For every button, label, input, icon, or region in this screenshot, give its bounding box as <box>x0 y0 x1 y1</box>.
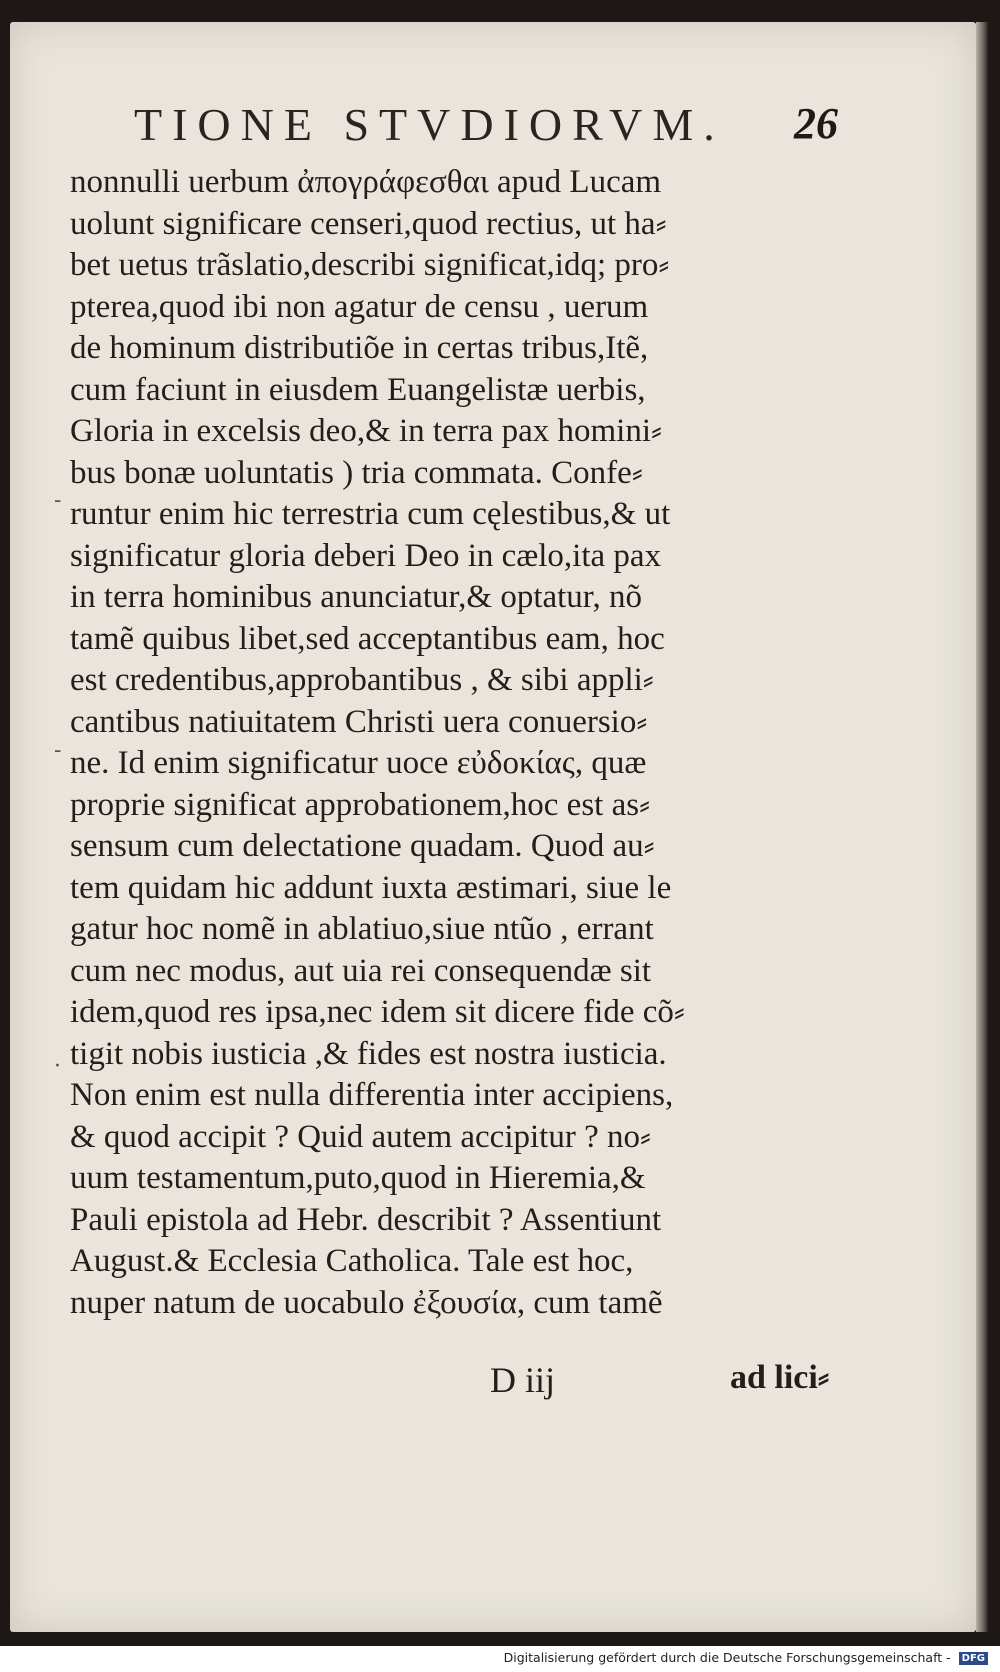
page-footer <box>70 1359 850 1409</box>
running-head: TIONE STVDIORVM. <box>134 99 725 150</box>
text-line: Non enim est nulla differentia inter accipiens, <box>70 1077 674 1113</box>
margin-mark: · <box>54 1054 61 1079</box>
text-line: de hominum distributiõe in certas tribus,Itẽ, <box>70 330 649 366</box>
credit-text: Digitalisierung gefördert durch die Deutsche Forschungsgemeinschaft - <box>503 1650 951 1665</box>
text-line: runtur enim hic terrestria cum cęlestibus,& ut <box>70 496 671 532</box>
credit-line <box>504 1650 988 1665</box>
margin-mark: - <box>54 738 62 763</box>
text-line: sensum cum delectatione quadam. Quod au⸗ <box>70 828 655 864</box>
text-line: gatur hoc nomẽ in ablatiuo,siue ntũo , errant <box>70 911 654 947</box>
text-line: pterea,quod ibi non agatur de censu , uerum <box>70 288 649 325</box>
text-line: nuper natum de uocabulo ἐξουσία, cum tamẽ <box>70 1284 663 1321</box>
text-line: est credentibus,approbantibus , & sibi appli⸗ <box>70 662 654 698</box>
text-line: significatur gloria deberi Deo in cælo,ita pax <box>70 537 662 574</box>
page-edge <box>976 22 988 1632</box>
text-line: cantibus natiuitatem Christi uera conuersio⸗ <box>70 703 648 740</box>
text-line: bus bonæ uoluntatis ) tria commata. Confe⸗ <box>70 454 643 491</box>
text-line: cum faciunt in eiusdem Euangelistæ uerbis, <box>70 371 646 408</box>
folio-number: 26 <box>794 99 838 148</box>
text-line: Gloria in excelsis deo,& in terra pax homini⸗ <box>70 413 663 449</box>
credit-bar <box>0 1646 1000 1672</box>
margin-mark: - <box>54 488 62 513</box>
text-line: uum testamentum,puto,quod in Hieremia,& <box>70 1160 646 1196</box>
text-line: & quod accipit ? Quid autem accipitur ? no⸗ <box>70 1118 651 1155</box>
book-page <box>10 22 976 1632</box>
text-line: bet uetus trãslatio,describi significat,idq; pro⸗ <box>70 247 670 283</box>
text-line: nonnulli uerbum ἀπογράφεσθαι apud Lucam <box>70 164 662 200</box>
dfg-logo: DFG <box>959 1652 988 1665</box>
text-line: proprie significat approbationem,hoc est as⸗ <box>70 786 651 823</box>
text-line: in terra hominibus anunciatur,& optatur, nõ <box>70 579 642 615</box>
text-line: tem quidam hic addunt iuxta æstimari, siue le <box>70 869 672 906</box>
text-line: tigit nobis iusticia ,& fides est nostra iusticia. <box>70 1035 667 1072</box>
text-line: August.& Ecclesia Catholica. Tale est hoc, <box>70 1243 634 1279</box>
text-line: Pauli epistola ad Hebr. describit ? Assentiunt <box>70 1201 662 1238</box>
catchword: ad lici⸗ <box>730 1359 830 1396</box>
text-line: ne. Id enim significatur uoce εὐδοκίας, quæ <box>70 745 647 781</box>
text-line: idem,quod res ipsa,nec idem sit dicere fide cõ⸗ <box>70 994 685 1030</box>
body-text <box>70 162 840 1324</box>
page-header <box>122 92 842 172</box>
text-line: uolunt significare censeri,quod rectius, ut ha⸗ <box>70 205 667 242</box>
text-line: cum nec modus, aut uia rei consequendæ sit <box>70 952 652 989</box>
text-line: tamẽ quibus libet,sed acceptantibus eam, hoc <box>70 620 665 657</box>
signature-mark: D iij <box>490 1360 556 1400</box>
